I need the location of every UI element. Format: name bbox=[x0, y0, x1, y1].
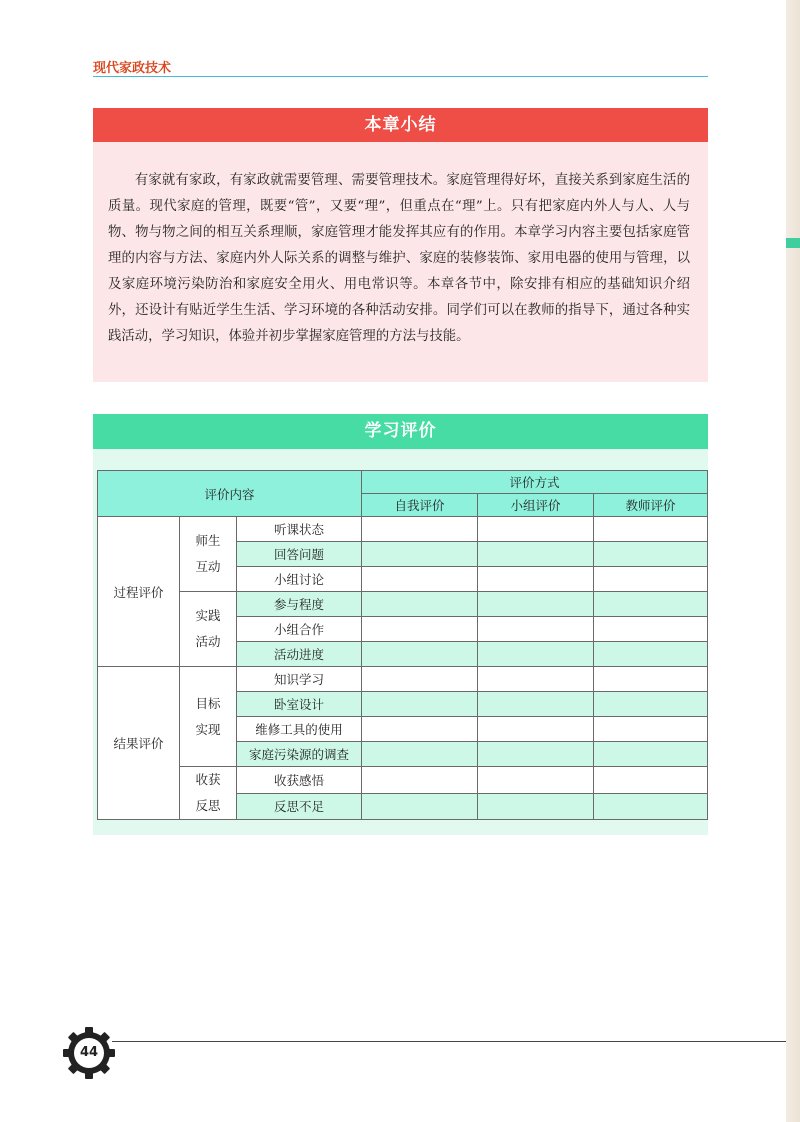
group-eval-cell[interactable] bbox=[478, 617, 594, 642]
group-eval-cell[interactable] bbox=[478, 717, 594, 742]
teacher-eval-cell[interactable] bbox=[594, 592, 708, 617]
footer-rule bbox=[112, 1041, 786, 1042]
header-teacher-eval: 教师评价 bbox=[594, 494, 708, 517]
page-edge-strip bbox=[786, 0, 800, 1122]
header-eval-content: 评价内容 bbox=[98, 471, 362, 517]
item-cell: 知识学习 bbox=[237, 667, 362, 692]
teacher-eval-cell[interactable] bbox=[594, 667, 708, 692]
self-eval-cell[interactable] bbox=[362, 592, 478, 617]
item-cell: 回答问题 bbox=[237, 542, 362, 567]
header-group-eval: 小组评价 bbox=[478, 494, 594, 517]
header-eval-method: 评价方式 bbox=[362, 471, 708, 494]
item-cell: 卧室设计 bbox=[237, 692, 362, 717]
self-eval-cell[interactable] bbox=[362, 793, 478, 820]
running-header-title: 现代家政技术 bbox=[93, 61, 172, 76]
subcategory-goal: 目标 实现 bbox=[180, 667, 237, 767]
subcategory-teacher-student: 师生 互动 bbox=[180, 517, 237, 592]
teacher-eval-cell[interactable] bbox=[594, 642, 708, 667]
teacher-eval-cell[interactable] bbox=[594, 717, 708, 742]
subcategory-reflection: 收获 反思 bbox=[180, 767, 237, 820]
header-self-eval: 自我评价 bbox=[362, 494, 478, 517]
category-process: 过程评价 bbox=[98, 517, 180, 667]
page-number: 44 bbox=[79, 1045, 99, 1060]
group-eval-cell[interactable] bbox=[478, 667, 594, 692]
group-eval-cell[interactable] bbox=[478, 567, 594, 592]
teacher-eval-cell[interactable] bbox=[594, 567, 708, 592]
item-cell: 听课状态 bbox=[237, 517, 362, 542]
self-eval-cell[interactable] bbox=[362, 642, 478, 667]
self-eval-cell[interactable] bbox=[362, 617, 478, 642]
teacher-eval-cell[interactable] bbox=[594, 692, 708, 717]
item-cell: 反思不足 bbox=[237, 793, 362, 820]
group-eval-cell[interactable] bbox=[478, 793, 594, 820]
teacher-eval-cell[interactable] bbox=[594, 517, 708, 542]
evaluation-title-bar: 学习评价 bbox=[93, 414, 708, 449]
subcategory-practice: 实践 活动 bbox=[180, 592, 237, 667]
item-cell: 参与程度 bbox=[237, 592, 362, 617]
group-eval-cell[interactable] bbox=[478, 517, 594, 542]
category-result: 结果评价 bbox=[98, 667, 180, 820]
item-cell: 活动进度 bbox=[237, 642, 362, 667]
teacher-eval-cell[interactable] bbox=[594, 767, 708, 794]
self-eval-cell[interactable] bbox=[362, 742, 478, 767]
group-eval-cell[interactable] bbox=[478, 592, 594, 617]
summary-title-bar: 本章小结 bbox=[93, 108, 708, 142]
teacher-eval-cell[interactable] bbox=[594, 617, 708, 642]
teacher-eval-cell[interactable] bbox=[594, 742, 708, 767]
item-cell: 小组合作 bbox=[237, 617, 362, 642]
self-eval-cell[interactable] bbox=[362, 542, 478, 567]
teacher-eval-cell[interactable] bbox=[594, 793, 708, 820]
group-eval-cell[interactable] bbox=[478, 642, 594, 667]
self-eval-cell[interactable] bbox=[362, 717, 478, 742]
self-eval-cell[interactable] bbox=[362, 567, 478, 592]
evaluation-table bbox=[97, 470, 708, 820]
self-eval-cell[interactable] bbox=[362, 692, 478, 717]
item-cell: 收获感悟 bbox=[237, 767, 362, 794]
teacher-eval-cell[interactable] bbox=[594, 542, 708, 567]
self-eval-cell[interactable] bbox=[362, 667, 478, 692]
group-eval-cell[interactable] bbox=[478, 542, 594, 567]
chapter-tab-marker bbox=[786, 238, 800, 248]
summary-paragraph: 有家就有家政，有家政就需要管理、需要管理技术。家庭管理得好坏，直接关系到家庭生活的质量。现代家庭的管理，既要“管”，又要“理”，但重点在“理”上。只有把家庭内外人与人、人与物、物与物之间的相互关系理顺，家庭管理才能发挥其应有的作用。本章学习内容主要包括家庭管理的内容与方法、家庭内外人际关系的调整与维护、家庭的装修装饰、家用电器的使用与管理，以及家庭环境污染防治和家庭安全用火、用电常识等。本章各节中，除安排有相应的基础知识介绍外，还设计有贴近学生生活、学习环境的各种活动安排。同学们可以在教师的指导下，通过各种实践活动，学习知识，体验并初步掌握家庭管理的方法与技能。 bbox=[108, 173, 690, 344]
header-rule bbox=[93, 76, 708, 77]
group-eval-cell[interactable] bbox=[478, 692, 594, 717]
group-eval-cell[interactable] bbox=[478, 742, 594, 767]
item-cell: 家庭污染源的调查 bbox=[237, 742, 362, 767]
item-cell: 维修工具的使用 bbox=[237, 717, 362, 742]
self-eval-cell[interactable] bbox=[362, 767, 478, 794]
self-eval-cell[interactable] bbox=[362, 517, 478, 542]
group-eval-cell[interactable] bbox=[478, 767, 594, 794]
item-cell: 小组讨论 bbox=[237, 567, 362, 592]
